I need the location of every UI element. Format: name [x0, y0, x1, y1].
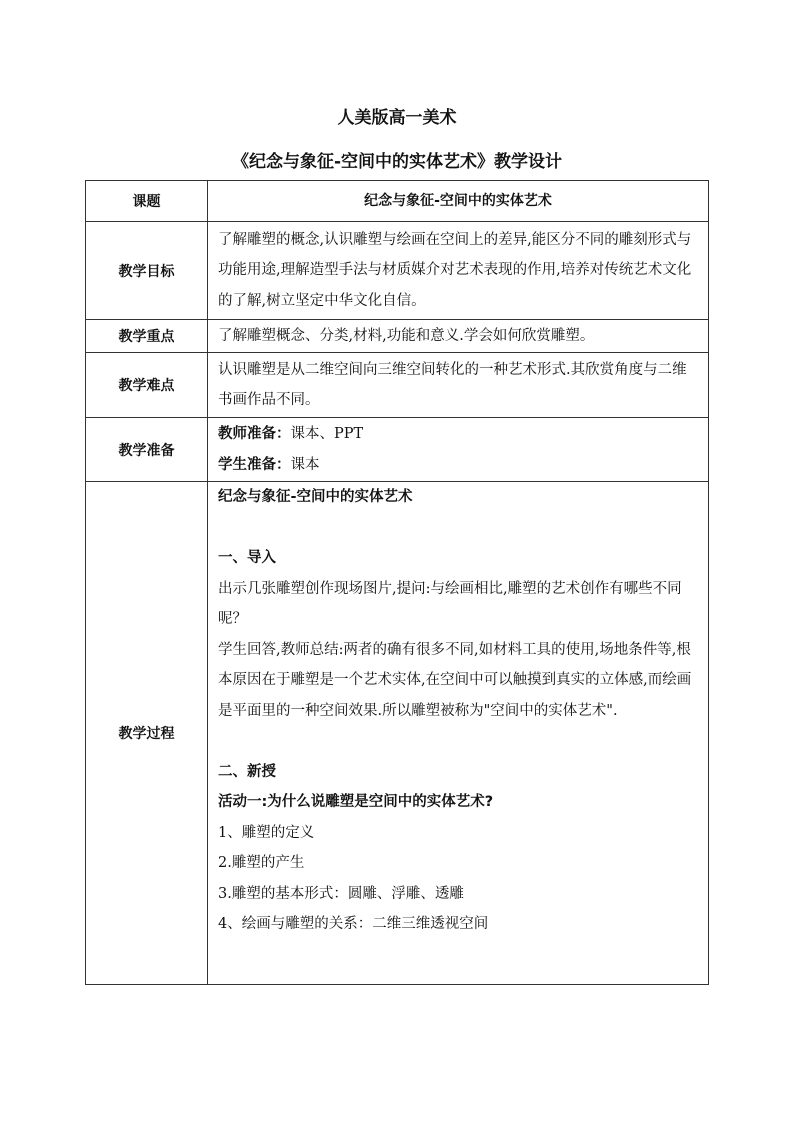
table-row-key-points [86, 320, 709, 353]
difficulty-text: 认识雕塑是从二维空间向三维空间转化的一种艺术形式.其欣赏角度与二维书画作品不同。 [208, 353, 709, 418]
key-points-text: 了解雕塑概念、分类,材料,功能和意义.学会如何欣赏雕塑。 [208, 320, 709, 353]
student-prep-line [218, 450, 698, 481]
teacher-prep-line [218, 419, 698, 450]
student-prep-label: 学生准备： [218, 456, 291, 473]
section-new-title: 二、新授 [218, 763, 276, 780]
student-prep-value: 课本 [290, 456, 320, 473]
process-label: 教学过程 [86, 482, 208, 985]
topic-label: 课题 [86, 181, 208, 222]
list-item: 3.雕塑的基本形式：圆雕、浮雕、透雕 [218, 885, 464, 902]
lesson-plan-table [85, 180, 709, 985]
table-row-difficulty [86, 353, 709, 418]
list-item: 2.雕塑的产生 [218, 855, 305, 871]
table-row-preparation [86, 418, 709, 482]
table-row-topic [86, 181, 709, 222]
document-title: 人美版高一美术 [337, 108, 457, 128]
blank-line [218, 513, 698, 544]
blank-line [218, 726, 698, 757]
list-item: 1、雕塑的定义 [218, 824, 315, 841]
intro-paragraph-2: 学生回答,教师总结:两者的确有很多不同,如材料工具的使用,场地条件等,根本原因在于雕塑是一个艺术实体,在空间中可以触摸到真实的立体感,而绘画是平面里的一种空间效果.所以雕塑被称为"空间中的实体艺术". [218, 641, 692, 719]
document-subtitle: 《纪念与象征-空间中的实体艺术》教学设计 [231, 152, 563, 172]
teacher-prep-value: 课本、PPT [290, 426, 364, 442]
goals-text: 了解雕塑的概念,认识雕塑与绘画在空间上的差异,能区分不同的雕刻形式与功能用途,理解造型手法与材质媒介对艺术表现的作用,培养对传统艺术文化的了解,树立坚定中华文化自信。 [208, 222, 709, 320]
teacher-prep-label: 教师准备： [218, 426, 291, 442]
key-points-label: 教学重点 [86, 320, 208, 353]
table-row-goals [86, 222, 709, 320]
table-row-process [86, 482, 709, 985]
goals-label: 教学目标 [86, 222, 208, 320]
process-content [208, 482, 709, 985]
topic-value: 纪念与象征-空间中的实体艺术 [208, 181, 709, 222]
section-intro-title: 一、导入 [218, 550, 276, 566]
list-item: 4、绘画与雕塑的关系：二维三维透视空间 [218, 916, 489, 932]
preparation-label: 教学准备 [86, 418, 208, 482]
process-heading: 纪念与象征-空间中的实体艺术 [218, 489, 413, 505]
intro-paragraph-1: 出示几张雕塑创作现场图片,提问:与绘画相比,雕塑的艺术创作有哪些不同呢？ [218, 580, 682, 627]
activity-1-title: 活动一:为什么说雕塑是空间中的实体艺术? [218, 794, 494, 810]
difficulty-label: 教学难点 [86, 353, 208, 418]
preparation-content [208, 418, 709, 482]
